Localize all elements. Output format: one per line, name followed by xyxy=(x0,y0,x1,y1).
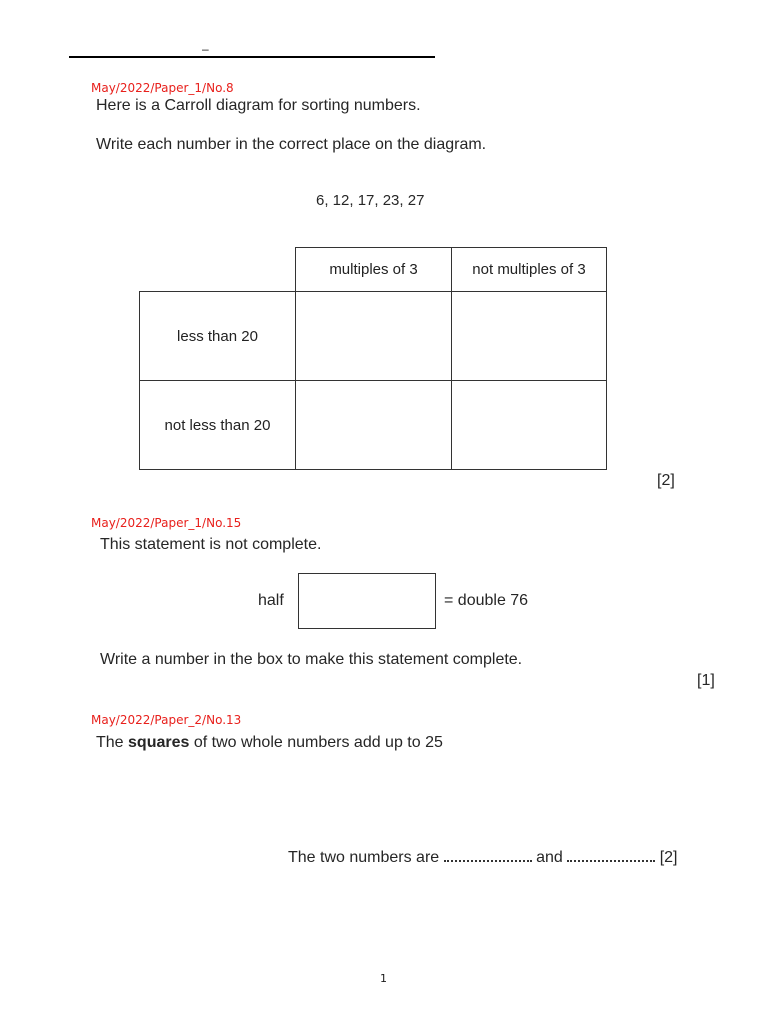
q8-marks: [2] xyxy=(657,472,675,489)
q13-text-bold: squares xyxy=(128,734,190,751)
q13-answer-line xyxy=(288,846,678,867)
header-mark: – xyxy=(202,42,209,56)
carroll-row-header: not less than 20 xyxy=(140,381,296,470)
q13-statement xyxy=(96,734,443,752)
q15-double-label: = double 76 xyxy=(444,592,529,609)
q13-answer-blank-2[interactable] xyxy=(567,846,655,862)
q13-reference: May/2022/Paper_2/No.13 xyxy=(91,713,242,727)
q13-text-pre: The xyxy=(96,734,129,751)
q8-instruction: Write each number in the correct place on the diagram. xyxy=(96,136,487,153)
q15-answer-box[interactable] xyxy=(298,573,436,629)
q15-marks: [1] xyxy=(697,672,715,689)
q15-half-label: half xyxy=(258,592,284,609)
q13-answer-blank-1[interactable] xyxy=(444,846,532,862)
header-rule xyxy=(69,56,435,58)
q15-instruction: Write a number in the box to make this statement complete. xyxy=(100,651,523,668)
carroll-answer-cell[interactable] xyxy=(452,292,607,381)
q13-marks: [2] xyxy=(659,849,678,866)
carroll-answer-cell[interactable] xyxy=(296,292,452,381)
q15-reference: May/2022/Paper_1/No.15 xyxy=(91,516,242,530)
q13-answer-and: and xyxy=(536,849,563,866)
carroll-row-header: less than 20 xyxy=(140,292,296,381)
q8-number-list: 6, 12, 17, 23, 27 xyxy=(316,192,425,209)
carroll-col-header: not multiples of 3 xyxy=(452,248,607,292)
carroll-corner xyxy=(140,248,296,292)
page-number: 1 xyxy=(380,972,387,985)
carroll-answer-cell[interactable] xyxy=(296,381,452,470)
q13-text-post: of two whole numbers add up to 25 xyxy=(189,734,443,751)
q15-intro: This statement is not complete. xyxy=(100,536,322,553)
carroll-diagram xyxy=(139,247,607,470)
q13-answer-prompt: The two numbers are xyxy=(288,849,440,866)
carroll-answer-cell[interactable] xyxy=(452,381,607,470)
q8-intro: Here is a Carroll diagram for sorting numbers. xyxy=(96,97,421,114)
q8-reference: May/2022/Paper_1/No.8 xyxy=(91,81,234,95)
carroll-col-header: multiples of 3 xyxy=(296,248,452,292)
